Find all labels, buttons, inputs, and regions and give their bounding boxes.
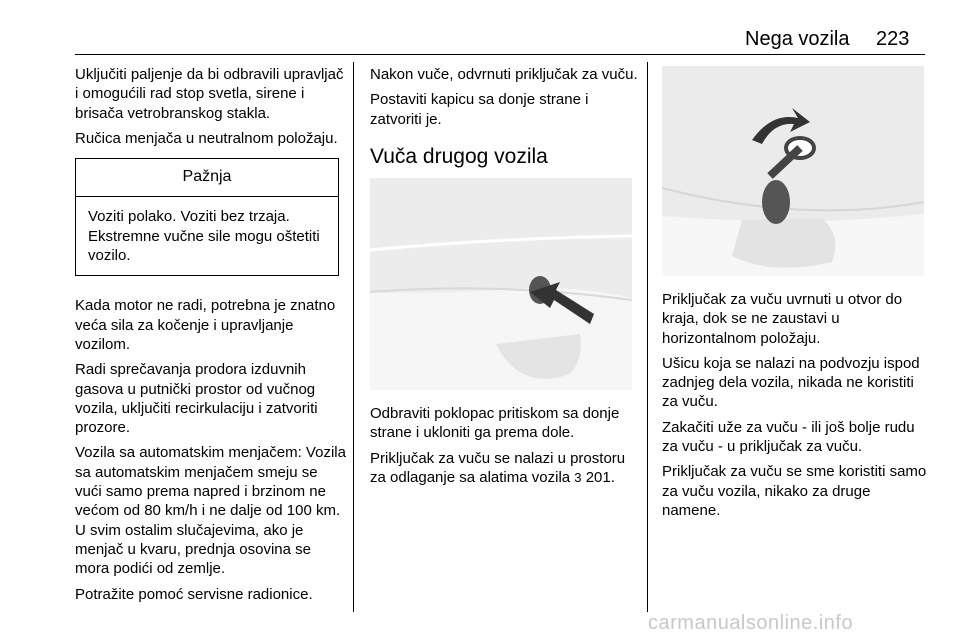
paragraph (370, 449, 638, 488)
paragraph: Postaviti kapicu sa donje strane i zatvoriti je. (370, 91, 589, 128)
notice-heading: Pažnja (76, 159, 338, 197)
paragraph: Vozila sa automatskim menjačem: Vozila sa automatskim menjačem smeju se vući samo prema napred i brzinom ne većom od 80 km/h i ne dalje od 100 km. U svim ostalim slučajevima, ako je menjač u kvaru, prednja osovina se mora podići od zemlje. (75, 444, 346, 578)
paragraph: Odbraviti poklopac pritiskom sa donje strane i ukloniti ga prema dole. (370, 405, 620, 442)
reference-page: 201. (585, 469, 615, 487)
paragraph: Uključiti paljenje da bi odbravili upravljač i omogućili rad stop svetla, sirene i brisača vetrobranskog stakla. (75, 66, 344, 122)
paragraph: Priključak za vuču uvrnuti u otvor do kraja, dok se ne zaustavi u horizontalnom položaju. (662, 291, 903, 347)
rear-bumper-cover-illustration (370, 178, 632, 390)
column-3 (662, 290, 928, 526)
section-heading: Vuča drugog vozila (370, 144, 548, 168)
column-1 (75, 65, 347, 610)
caution-notice (75, 158, 339, 276)
reference-text: Priključak za vuču se nalazi u prostoru za odlaganje sa alatima vozila (370, 449, 626, 487)
header-rule (75, 54, 925, 55)
column-divider-2 (647, 62, 648, 612)
paragraph: Priključak za vuču se sme koristiti samo za vuču vozila, nikako za druge namene. (662, 463, 927, 519)
paragraph: Nakon vuče, odvrnuti priključak za vuču. (370, 66, 638, 83)
column-divider-1 (353, 62, 354, 612)
watermark: carmanualsonline.info (648, 612, 854, 634)
notice-body: Voziti polako. Voziti bez trzaja. Ekstremne vučne sile mogu oštetiti vozilo. (88, 208, 320, 265)
paragraph: Ručica menjača u neutralnom položaju. (75, 129, 338, 147)
paragraph: Potražite pomoć servisne radionice. (75, 585, 313, 603)
paragraph: Kada motor ne radi, potrebna je znatno veća sila za kočenje i upravljanje vozilom. (75, 297, 336, 353)
page-reference-icon: 3 (574, 470, 582, 486)
page-header-title: Nega vozila (745, 28, 850, 50)
column-2 (370, 65, 638, 493)
paragraph: Zakačiti uže za vuču - ili još bolje rudu za vuču - u priključak za vuču. (662, 418, 915, 456)
page-number: 223 (876, 28, 910, 50)
tow-eye-install-illustration (662, 66, 924, 276)
paragraph: Radi sprečavanja prodora izduvnih gasova u putnički prostor od vučnog vozila, uključiti recirkulaciju i zatvoriti prozore. (75, 361, 318, 437)
paragraph: Ušicu koja se nalazi na podvozju ispod zadnjeg dela vozila, nikada ne koristiti za vuču. (662, 354, 920, 411)
